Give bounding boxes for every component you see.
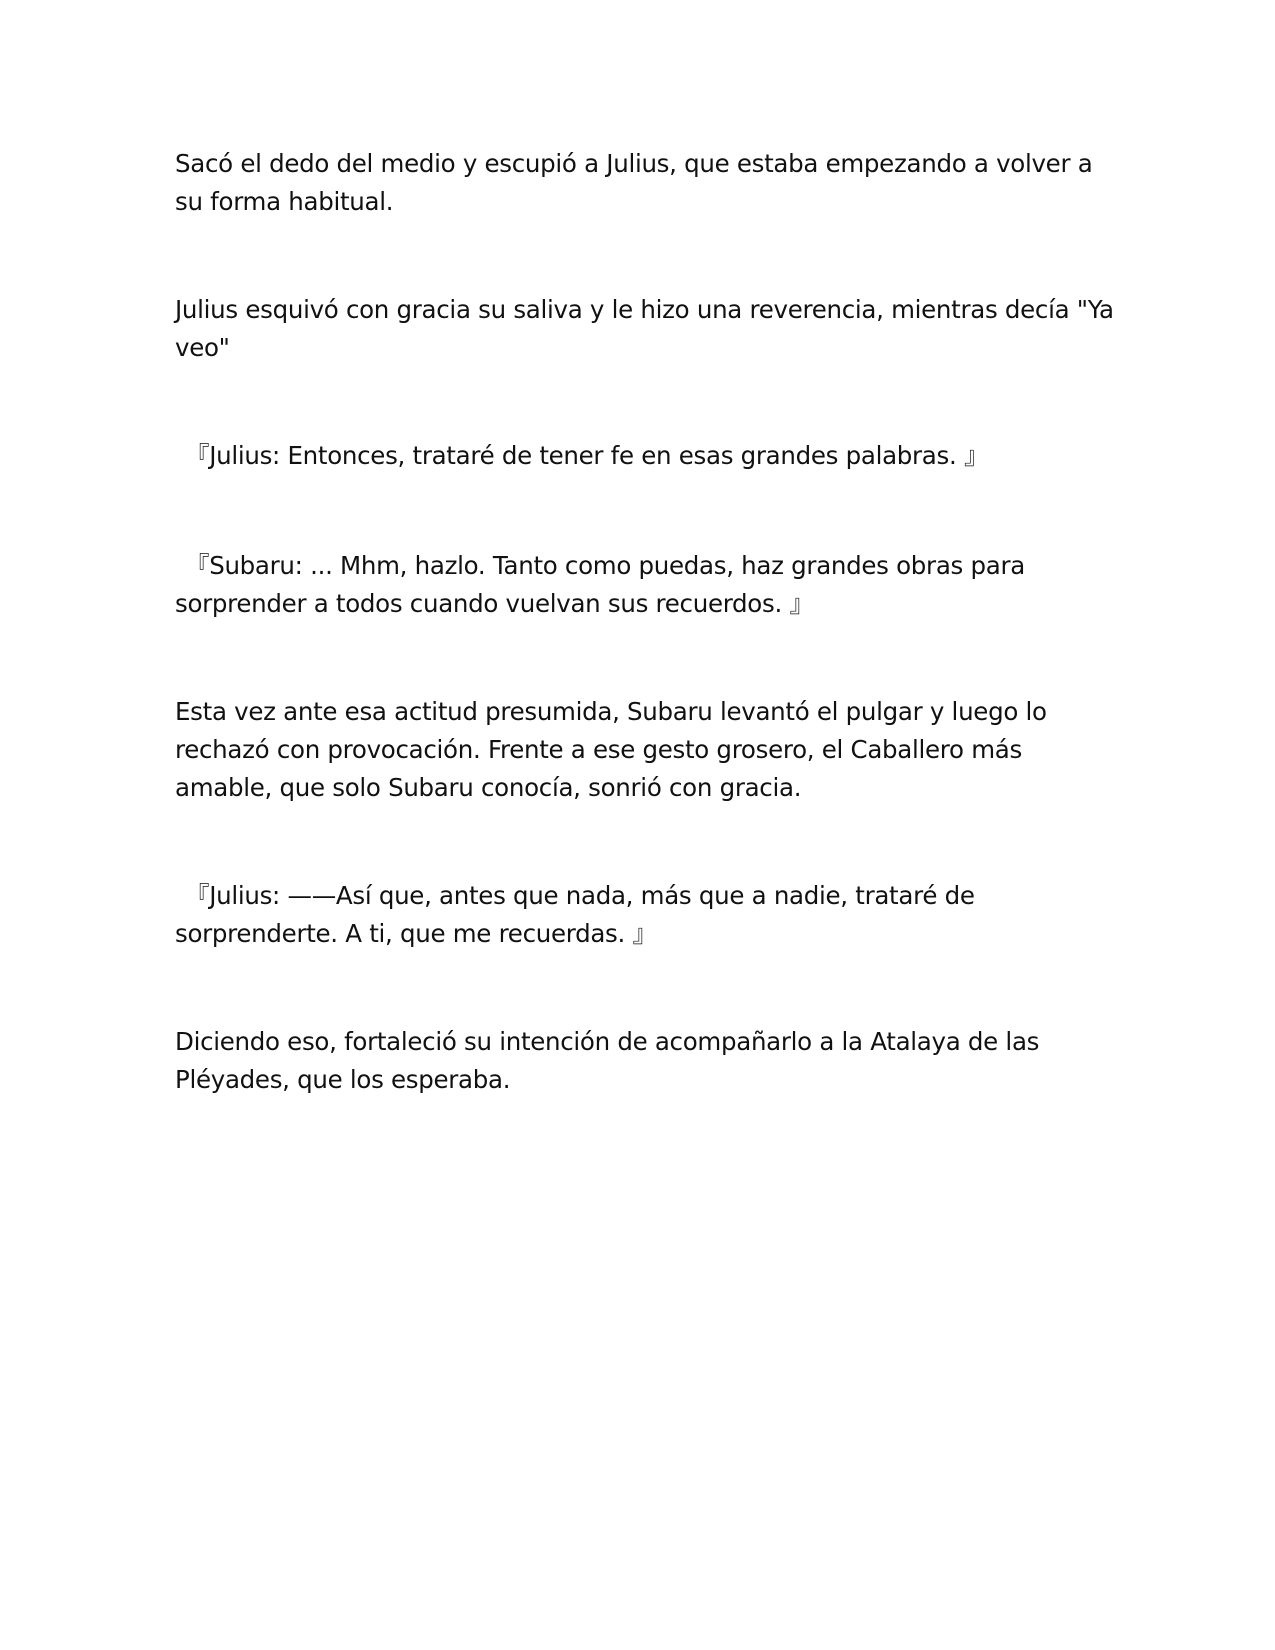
paragraph-2 [175,291,1114,367]
text-line: rechazó con provocación. Frente a ese gesto grosero, el Caballero más [175,735,1022,764]
text-line: Julius esquivó con gracia su saliva y le hizo una reverencia, mientras decía "Ya [175,295,1114,324]
text-line: Diciendo eso, fortaleció su intención de acompañarlo a la Atalaya de las [175,1027,1040,1056]
text-line: sorprender a todos cuando vuelvan sus recuerdos. 』 [175,589,814,618]
text-line: su forma habitual. [175,187,394,216]
text-line: amable, que solo Subaru conocía, sonrió con gracia. [175,773,802,802]
text-line: 『Julius: ——Así que, antes que nada, más que a nadie, trataré de [185,881,975,910]
text-line: veo" [175,333,230,362]
text-line: Sacó el dedo del medio y escupió a Julius, que estaba empezando a volver a [175,149,1093,178]
text-line: Pléyades, que los esperaba. [175,1065,511,1094]
text-line: 『Subaru: ... Mhm, hazlo. Tanto como puedas, haz grandes obras para [185,551,1025,580]
paragraph-1 [175,145,1095,221]
text-line: Esta vez ante esa actitud presumida, Subaru levantó el pulgar y luego lo [175,697,1047,726]
text-line: 『Julius: Entonces, trataré de tener fe en esas grandes palabras. 』 [185,441,989,470]
paragraph-7 [175,1023,1095,1099]
dialogue-julius-1 [175,437,1095,475]
paragraph-5 [175,693,1095,807]
dialogue-julius-2 [175,877,1095,953]
text-line: sorprenderte. A ti, que me recuerdas. 』 [175,919,657,948]
dialogue-subaru [175,547,1095,623]
